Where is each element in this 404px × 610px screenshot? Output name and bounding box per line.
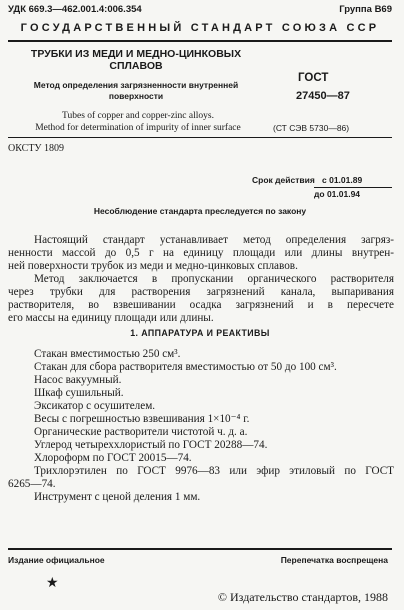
validity-from: с 01.01.89 [322, 175, 363, 185]
list-item: Насос вакуумный. [34, 374, 122, 386]
list-item: 6265—74. [8, 478, 56, 490]
list-item: Углерод четыреххлористый по ГОСТ 20288—74. [34, 439, 268, 451]
header-divider [8, 40, 392, 42]
official-edition: Издание официальное [8, 555, 105, 565]
star-icon: ★ [46, 576, 59, 591]
legal-notice: Несоблюдение стандарта преследуется по закону [93, 206, 307, 216]
list-item: Шкаф сушильный. [34, 387, 124, 399]
gost-number: 27450—87 [296, 90, 350, 102]
subtitle-line: поверхности [108, 90, 164, 101]
english-title [8, 111, 268, 134]
document-subtitle [8, 80, 264, 101]
sev-reference: (СТ СЭВ 5730—86) [273, 123, 350, 133]
group-code: Группа В69 [339, 4, 392, 15]
list-item: Хлороформ по ГОСТ 20015—74. [34, 452, 192, 464]
paragraph-line: через трубки для растворения загрязнений канала, выпаривания [8, 286, 394, 298]
title-divider [8, 137, 392, 138]
validity-divider [314, 187, 392, 188]
section-heading: 1. АППАРАТУРА И РЕАКТИВЫ [130, 328, 270, 338]
document-title [8, 48, 264, 72]
list-item: Эксикатор с осушителем. [34, 400, 156, 412]
subtitle-line: Метод определения загрязненности внутренней [33, 80, 239, 90]
paragraph-line: Метод заключается в пропускании органического растворителя [34, 273, 394, 285]
title-line: СПЛАВОВ [109, 60, 163, 72]
okstu-code: ОКСТУ 1809 [8, 143, 65, 154]
standard-banner: ГОСУДАРСТВЕННЫЙ СТАНДАРТ СОЮЗА ССР [20, 22, 380, 34]
list-item: Стакан для сбора растворителя вместимостью от 50 до 100 см³. [34, 361, 337, 373]
paragraph-line: растворителя, во взвешивании осадка загрязнений и в пересчете [8, 299, 394, 311]
paragraph-line: его массы на единицу площади или длины. [8, 312, 214, 324]
paragraph-line: ней поверхности трубок из меди и медно-цинковых сплавов. [8, 260, 298, 272]
reprint-notice: Перепечатка воспрещена [280, 555, 388, 565]
gost-label: ГОСТ [298, 72, 329, 84]
paragraph-line: Настоящий стандарт устанавливает метод определения загряз- [34, 234, 394, 246]
footer-divider [8, 548, 392, 550]
list-item: Стакан вместимостью 250 см³. [34, 348, 181, 360]
title-line: ТРУБКИ ИЗ МЕДИ И МЕДНО-ЦИНКОВЫХ [30, 48, 242, 60]
udc-code: УДК 669.3—462.001.4:006.354 [8, 4, 142, 15]
paragraph-line: ненности массой до 0,5 г на единицу площади или длины внутрен- [8, 247, 394, 259]
list-item: Инструмент с ценой деления 1 мм. [34, 491, 201, 503]
list-item: Трихлорэтилен по ГОСТ 9976—83 или эфир этиловый по ГОСТ [34, 465, 394, 477]
english-title-line: Tubes of copper and copper-zinc alloys. [62, 111, 214, 121]
copyright: © Издательство стандартов, 1988 [217, 590, 388, 604]
english-title-line: Method for determination of impurity of inner surface [35, 122, 241, 133]
list-item: Весы с погрешностью взвешивания 1×10⁻⁴ г. [34, 413, 250, 425]
validity-label: Срок действия [252, 175, 315, 185]
list-item: Органические растворители чистотой ч. д. а. [34, 426, 248, 438]
validity-to: до 01.01.94 [314, 189, 361, 199]
